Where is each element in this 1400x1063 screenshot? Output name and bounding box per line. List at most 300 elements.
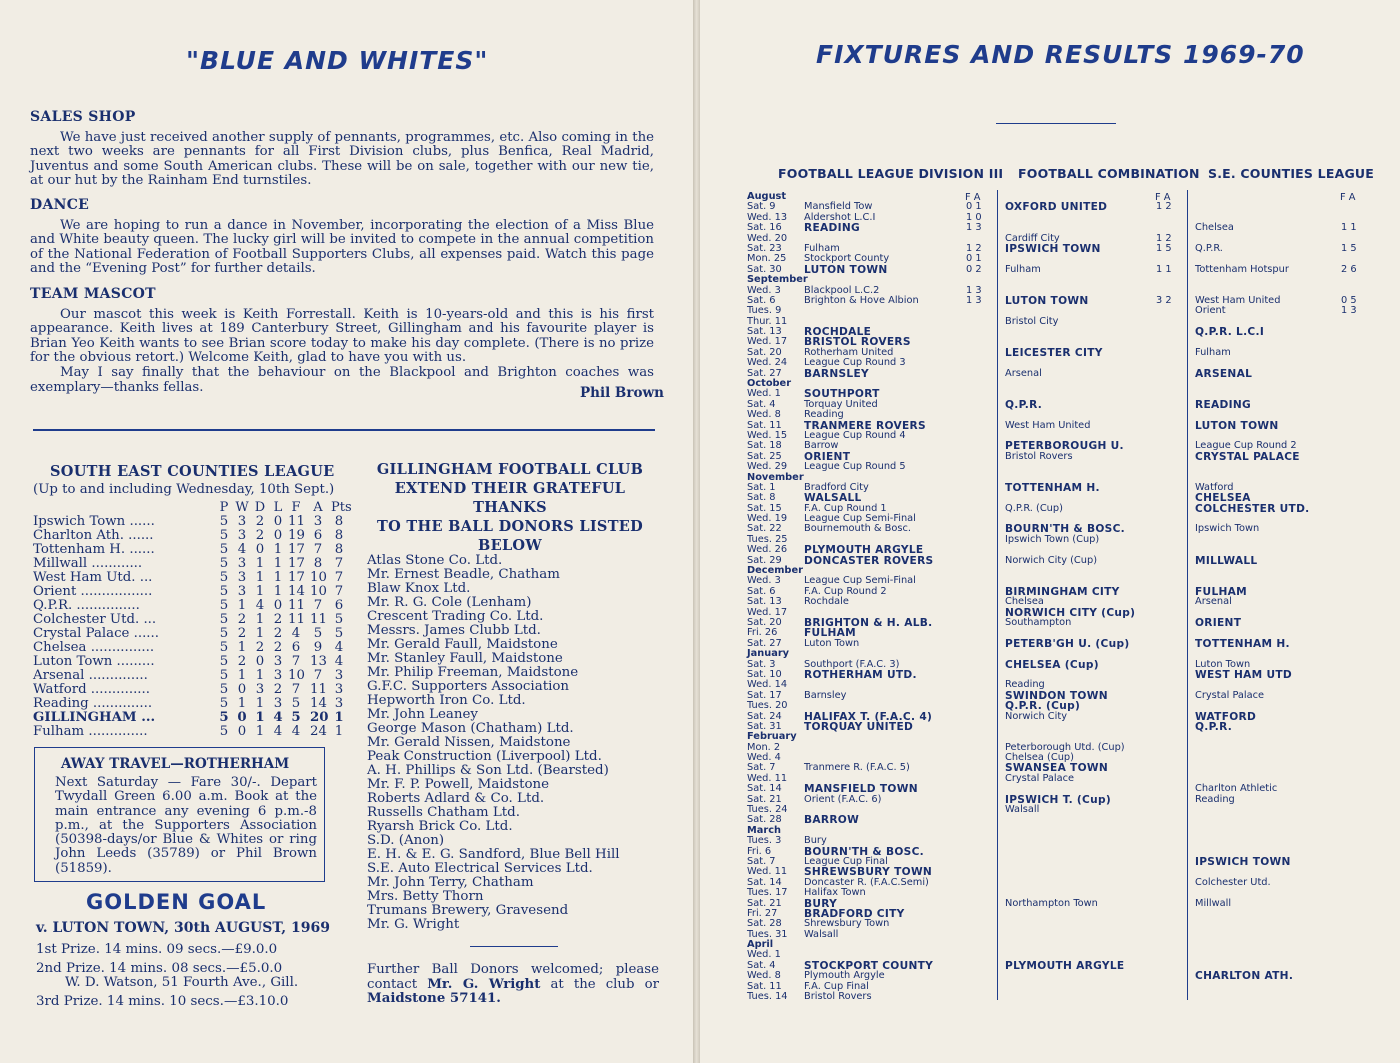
league-opponent: BARNSLEY (804, 367, 869, 380)
league-score: 1 3 (966, 284, 982, 296)
further-text: Further Ball Donors welcomed; please contact (367, 962, 659, 992)
table-cell-pts: 1 (334, 710, 344, 725)
fixture-date: Fri. 6 (747, 845, 772, 857)
donor-name: S.E. Auto Electrical Services Ltd. (367, 861, 593, 876)
league-opponent: League Cup Semi-Final (804, 513, 916, 525)
fixture-date: Sat. 14 (747, 783, 782, 795)
team-name: Luton Town ......... (33, 654, 155, 669)
fixture-date: Mon. 25 (747, 253, 787, 265)
league-opponent: WALSALL (804, 492, 862, 505)
donor-name: Russells Chatham Ltd. (367, 805, 520, 820)
se-counties-opponent: CHARLTON ATH. (1195, 970, 1294, 983)
league-score: 1 3 (966, 222, 982, 234)
table-cell-a: 7 (313, 668, 323, 683)
fixture-date: Wed. 11 (747, 866, 788, 878)
table-cell-d: 2 (255, 514, 265, 529)
league-opponent: BRADFORD CITY (804, 907, 905, 920)
table-cell-pts: 6 (334, 598, 344, 613)
table-cell-a: 10 (310, 570, 327, 585)
prize-2-winner: W. D. Watson, 51 Fourth Ave., Gill. (65, 975, 299, 990)
fixture-date: Sat. 13 (747, 326, 782, 338)
donor-name: Ryarsh Brick Co. Ltd. (367, 819, 513, 834)
left-page (0, 0, 693, 1063)
combination-opponent: PLYMOUTH ARGYLE (1005, 959, 1125, 972)
combination-opponent: TOTTENHAM H. (1005, 481, 1100, 494)
donor-name: Mr. R. G. Cole (Lenham) (367, 595, 532, 610)
column-heading-se-counties: S.E. COUNTIES LEAGUE (1208, 166, 1374, 181)
table-header: Pts (331, 500, 352, 515)
month-label: December (747, 565, 803, 577)
fixture-date: Sat. 6 (747, 294, 776, 306)
divider (996, 123, 1116, 124)
score-header: F A (1155, 192, 1171, 203)
team-name: Chelsea ............... (33, 640, 155, 655)
table-cell-l: 1 (273, 542, 283, 557)
se-counties-opponent: WEST HAM UTD (1195, 668, 1292, 681)
table-cell-f: 10 (288, 668, 305, 683)
team-name: West Ham Utd. ... (33, 570, 153, 585)
league-opponent: PLYMOUTH ARGYLE (804, 544, 924, 557)
further-donors (367, 963, 659, 1007)
se-counties-opponent: Reading (1195, 793, 1235, 805)
thanks-line: BELOW (478, 537, 542, 554)
fixture-date: Sat. 20 (747, 346, 782, 358)
fixture-date: Sat. 24 (747, 710, 782, 722)
se-counties-score: 1 3 (1341, 305, 1357, 317)
table-cell-f: 14 (288, 584, 305, 599)
prize-3: 3rd Prize. 14 mins. 10 secs.—£3.10.0 (36, 994, 289, 1009)
combination-opponent: LEICESTER CITY (1005, 346, 1103, 359)
fixture-date: Sat. 18 (747, 440, 782, 452)
league-opponent: Aldershot L.C.I (804, 211, 876, 223)
fixture-date: Tues. 25 (747, 533, 788, 545)
combination-opponent: Peterborough Utd. (Cup) (1005, 741, 1125, 753)
donor-name: Mr. Ernest Beadle, Chatham (367, 567, 560, 582)
league-opponent: Barrow (804, 440, 839, 452)
combination-opponent: Chelsea (Cup) (1005, 752, 1074, 764)
table-cell-p: 5 (219, 668, 229, 683)
league-opponent: F.A. Cup Round 1 (804, 502, 887, 514)
combination-opponent: BIRMINGHAM CITY (1005, 585, 1120, 598)
golden-goal-match: v. LUTON TOWN, 30th AUGUST, 1969 (36, 920, 330, 936)
league-opponent: Halifax Town (804, 887, 866, 899)
table-cell-a: 7 (313, 598, 323, 613)
table-cell-p: 5 (219, 640, 229, 655)
section-heading: TEAM MASCOT (30, 286, 156, 302)
fixture-date: Wed. 29 (747, 461, 788, 473)
table-cell-f: 6 (291, 640, 301, 655)
league-opponent: BRISTOL ROVERS (804, 336, 911, 349)
combination-opponent: Fulham (1005, 263, 1041, 275)
fixture-date: Tues. 20 (747, 700, 788, 712)
se-counties-opponent: Fulham (1195, 346, 1231, 358)
fixture-date: Mon. 2 (747, 741, 781, 753)
team-name: Ipswich Town ...... (33, 514, 155, 529)
league-opponent: SHREWSBURY TOWN (804, 866, 933, 879)
league-opponent: Luton Town (804, 637, 860, 649)
away-text: Next Saturday — Fare 30/-. Depart Twydall Green 6.00 a.m. Book at the main entrance any evening 6 p.m.-8 p.m., at the Supporters Association (50398-days/or Blue & Whites or ring John Leeds (35789) or Phil Brown (51859). (55, 775, 317, 876)
table-cell-p: 5 (219, 612, 229, 627)
team-name: Colchester Utd. ... (33, 612, 157, 627)
league-opponent: F.A. Cup Final (804, 980, 869, 992)
fixture-date: Sat. 11 (747, 419, 782, 431)
league-opponent: HALIFAX T. (F.A.C. 4) (804, 710, 933, 723)
table-cell-a: 7 (313, 542, 323, 557)
donor-name: Crescent Trading Co. Ltd. (367, 609, 544, 624)
table-cell-pts: 5 (334, 612, 344, 627)
league-opponent: Bury (804, 835, 827, 847)
table-cell-pts: 1 (334, 724, 344, 739)
thanks-line: EXTEND THEIR GRATEFUL THANKS (394, 480, 626, 516)
table-cell-d: 0 (255, 542, 265, 557)
fixture-date: Sat. 22 (747, 523, 782, 535)
team-name: Watford .............. (33, 682, 150, 697)
section-text: We are hoping to run a dance in November, incorporating the election of a Miss Blue and White beauty queen. The lucky girl will be invited to compete in the annual competition of the National Federation of Football Supporters Clubs, all expenses paid. Watch this page and the “Evening Post” for further details. (30, 217, 654, 277)
table-cell-d: 1 (255, 584, 265, 599)
table-cell-d: 2 (255, 528, 265, 543)
table-cell-pts: 7 (334, 584, 344, 599)
table-cell-f: 11 (288, 598, 305, 613)
table-cell-p: 5 (219, 570, 229, 585)
section-text: We have just received another supply of pennants, programmes, etc. Also coming in the next two weeks are pennants for all First Division clubs, plus Benfica, Real Madrid, Juventus and some South American clubs. These will be on sale, together with our new tie, at our hut by the Rainham End turnstiles. (30, 129, 654, 189)
column-divider (997, 190, 998, 1000)
donor-name: Roberts Adlard & Co. Ltd. (367, 791, 545, 806)
page-spine (693, 0, 700, 1063)
team-name: Millwall ............ (33, 556, 143, 571)
table-cell-f: 11 (288, 612, 305, 627)
thanks-heading (360, 460, 660, 555)
table-cell-f: 7 (291, 682, 301, 697)
donor-name: Peak Construction (Liverpool) Ltd. (367, 749, 602, 764)
table-cell-a: 24 (310, 724, 327, 739)
donor-name: A. H. Phillips & Son Ltd. (Bearsted) (367, 763, 609, 778)
combination-opponent: Bristol Rovers (1005, 450, 1073, 462)
page-title: "BLUE AND WHITES" (186, 46, 489, 75)
league-opponent: MANSFIELD TOWN (804, 783, 918, 796)
table-cell-f: 4 (291, 626, 301, 641)
fixture-date: Wed. 1 (747, 949, 781, 961)
fixture-date: Sat. 31 (747, 720, 782, 732)
fixture-date: Sat. 27 (747, 367, 782, 379)
league-opponent: Bristol Rovers (804, 991, 872, 1003)
table-cell-l: 2 (273, 682, 283, 697)
signature: Phil Brown (580, 385, 664, 401)
away-travel-box (34, 747, 325, 882)
table-cell-a: 5 (313, 626, 323, 641)
fixture-date: Sat. 1 (747, 481, 776, 493)
team-name: Fulham .............. (33, 724, 148, 739)
fixture-date: Wed. 17 (747, 336, 788, 348)
combination-opponent: SWANSEA TOWN (1005, 762, 1109, 775)
table-header: F (291, 500, 301, 515)
team-name: Arsenal .............. (33, 668, 148, 683)
table-header: W (235, 500, 249, 515)
table-cell-p: 5 (219, 724, 229, 739)
se-counties-opponent: Luton Town (1195, 658, 1251, 670)
combination-opponent: Cardiff City (1005, 232, 1060, 244)
se-counties-opponent: Millwall (1195, 897, 1232, 909)
table-cell-w: 3 (237, 556, 247, 571)
table-cell-w: 1 (237, 696, 247, 711)
table-cell-f: 17 (288, 570, 305, 585)
section-heading: DANCE (30, 197, 90, 213)
team-name: Charlton Ath. ...... (33, 528, 154, 543)
fixture-date: Wed. 3 (747, 284, 781, 296)
table-cell-a: 9 (313, 640, 323, 655)
table-cell-f: 5 (291, 696, 301, 711)
combination-opponent: OXFORD UNITED (1005, 201, 1108, 214)
league-opponent: Barnsley (804, 689, 847, 701)
table-cell-p: 5 (219, 710, 229, 725)
table-cell-d: 3 (255, 682, 265, 697)
month-label: April (747, 939, 774, 951)
league-opponent: Torquay United (804, 398, 878, 410)
se-counties-opponent: Ipswich Town (1195, 523, 1260, 535)
further-text: at the club or (550, 976, 659, 992)
fixture-date: Wed. 14 (747, 679, 788, 691)
table-header: D (254, 500, 266, 515)
table-cell-f: 17 (288, 556, 305, 571)
table-cell-a: 13 (310, 654, 327, 669)
league-opponent: Bradford City (804, 481, 869, 493)
table-cell-d: 2 (255, 640, 265, 655)
sales-shop-section (30, 110, 654, 189)
combination-opponent: IPSWICH TOWN (1005, 242, 1101, 255)
se-counties-opponent: Orient (1195, 305, 1226, 317)
fixture-date: Sat. 4 (747, 959, 776, 971)
league-opponent: TRANMERE ROVERS (804, 419, 926, 432)
table-cell-w: 0 (237, 710, 247, 725)
donor-name: Mr. Gerald Nissen, Maidstone (367, 735, 571, 750)
fixture-date: Tues. 3 (747, 835, 782, 847)
table-cell-d: 1 (255, 612, 265, 627)
league-opponent: Shrewsbury Town (804, 918, 890, 930)
league-score: 0 2 (966, 263, 982, 275)
combination-opponent: Chelsea (1005, 596, 1044, 608)
combination-opponent: Reading (1005, 679, 1045, 691)
table-cell-pts: 3 (334, 668, 344, 683)
table-cell-a: 8 (313, 556, 323, 571)
team-name: Orient ................. (33, 584, 153, 599)
league-opponent: League Cup Round 5 (804, 461, 906, 473)
score-header: F A (1340, 192, 1356, 203)
donor-name: Atlas Stone Co. Ltd. (367, 553, 503, 568)
fixture-date: Sat. 21 (747, 897, 782, 909)
table-cell-l: 2 (273, 640, 283, 655)
fixture-date: Sat. 7 (747, 762, 776, 774)
league-opponent: ORIENT (804, 450, 851, 463)
section-text: May I say finally that the behaviour on the Blackpool and Brighton coaches was exemplary—thanks fellas. (30, 364, 654, 395)
fixture-date: Sat. 3 (747, 658, 776, 670)
table-cell-f: 11 (288, 514, 305, 529)
table-cell-p: 5 (219, 696, 229, 711)
fixture-date: Wed. 11 (747, 772, 788, 784)
table-cell-d: 1 (255, 710, 265, 725)
league-opponent: SOUTHPORT (804, 388, 880, 401)
table-cell-l: 2 (273, 612, 283, 627)
combination-opponent: Arsenal (1005, 367, 1042, 379)
fixture-date: Sat. 25 (747, 450, 782, 462)
league-opponent: League Cup Round 4 (804, 429, 906, 441)
fixture-date: Wed. 17 (747, 606, 788, 618)
fixture-date: Sat. 21 (747, 793, 782, 805)
table-cell-pts: 4 (334, 654, 344, 669)
thanks-line: TO THE BALL DONORS LISTED (376, 518, 644, 535)
fixture-date: Tues. 31 (747, 928, 788, 940)
donor-name: Trumans Brewery, Gravesend (367, 903, 569, 918)
table-cell-w: 0 (237, 682, 247, 697)
fixture-date: Tues. 17 (747, 887, 788, 899)
table-header: A (313, 500, 323, 515)
table-cell-l: 0 (273, 514, 283, 529)
table-cell-pts: 3 (334, 696, 344, 711)
se-counties-opponent: MILLWALL (1195, 554, 1258, 567)
month-label: March (747, 824, 781, 836)
league-opponent: BRIGHTON & H. ALB. (804, 616, 933, 629)
table-cell-p: 5 (219, 514, 229, 529)
fixture-date: Wed. 8 (747, 409, 781, 421)
table-cell-w: 0 (237, 724, 247, 739)
combination-opponent: Southampton (1005, 616, 1072, 628)
table-cell-d: 1 (255, 724, 265, 739)
column-divider (1187, 190, 1188, 1000)
combination-score: 1 2 (1156, 201, 1172, 213)
team-name: GILLINGHAM ... (33, 710, 156, 725)
combination-score: 1 1 (1156, 263, 1172, 275)
fixture-date: Sat. 14 (747, 876, 782, 888)
table-cell-w: 1 (237, 640, 247, 655)
fixture-date: Sat. 29 (747, 554, 782, 566)
table-cell-w: 2 (237, 612, 247, 627)
table-cell-pts: 7 (334, 570, 344, 585)
fixture-date: Sat. 6 (747, 585, 776, 597)
league-opponent: BARROW (804, 814, 860, 827)
fixture-date: Wed. 8 (747, 970, 781, 982)
table-cell-l: 1 (273, 584, 283, 599)
combination-opponent: BOURN'TH & BOSC. (1005, 523, 1125, 536)
table-cell-p: 5 (219, 584, 229, 599)
league-score: 0 1 (966, 253, 982, 265)
donor-name: E. H. & E. G. Sandford, Blue Bell Hill (367, 847, 620, 862)
donor-name: George Mason (Chatham) Ltd. (367, 721, 574, 736)
donor-name: S.D. (Anon) (367, 833, 445, 848)
table-cell-pts: 4 (334, 640, 344, 655)
league-opponent: Rotherham United (804, 346, 894, 358)
donor-name: Messrs. James Clubb Ltd. (367, 623, 541, 638)
league-subtitle: (Up to and including Wednesday, 10th Sept.) (33, 482, 335, 497)
se-counties-opponent: LUTON TOWN (1195, 419, 1279, 432)
column-heading-combination: FOOTBALL COMBINATION (1018, 166, 1200, 181)
table-cell-d: 1 (255, 696, 265, 711)
table-cell-d: 1 (255, 626, 265, 641)
donor-name: Mr. F. P. Powell, Maidstone (367, 777, 550, 792)
table-cell-p: 5 (219, 626, 229, 641)
league-opponent: Mansfield Tow (804, 201, 873, 213)
fixture-date: Wed. 19 (747, 513, 788, 525)
fixture-date: Wed. 20 (747, 232, 788, 244)
section-text: Our mascot this week is Keith Forrestall. Keith is 10-years-old and this is his first appearance. Keith lives at 189 Canterbury Street, Gillingham and his favourite player is Brian Yeo Keith wants to see Brian score today to make his day complete. (There is no prize for the obvious retort.) Welcome Keith, glad to have you with us. (30, 306, 654, 366)
table-cell-a: 14 (310, 696, 327, 711)
month-label: August (747, 191, 787, 202)
team-name: Crystal Palace ...... (33, 626, 159, 641)
league-score: 0 1 (966, 201, 982, 213)
team-mascot-section (30, 287, 654, 395)
league-score: 1 0 (966, 211, 982, 223)
combination-opponent: Norwich City (1005, 710, 1067, 722)
table-cell-a: 6 (313, 528, 323, 543)
month-label: February (747, 731, 797, 743)
fixture-date: Sat. 20 (747, 616, 782, 628)
month-label: September (747, 274, 808, 286)
donor-name: Blaw Knox Ltd. (367, 581, 471, 596)
contact-phone: Maidstone 57141. (367, 991, 501, 1006)
table-cell-f: 17 (288, 542, 305, 557)
section-heading: SALES SHOP (30, 109, 136, 125)
table-cell-p: 5 (219, 528, 229, 543)
fixture-date: Sat. 4 (747, 398, 776, 410)
donor-name: Mr. John Terry, Chatham (367, 875, 534, 890)
se-counties-opponent: Chelsea (1195, 222, 1234, 234)
league-opponent: Brighton & Hove Albion (804, 294, 919, 306)
team-name: Tottenham H. ...... (33, 542, 155, 557)
combination-opponent: Ipswich Town (Cup) (1005, 533, 1100, 545)
se-counties-opponent: Tottenham Hotspur (1195, 263, 1289, 275)
league-score: 1 3 (966, 294, 982, 306)
combination-opponent: Crystal Palace (1005, 772, 1075, 784)
fixture-date: Sat. 8 (747, 492, 776, 504)
score-header: F A (965, 192, 981, 203)
table-cell-l: 3 (273, 654, 283, 669)
away-heading: AWAY TRAVEL—ROTHERHAM (61, 756, 290, 772)
table-header: P (219, 500, 229, 515)
table-cell-d: 1 (255, 556, 265, 571)
table-cell-pts: 5 (334, 626, 344, 641)
fixture-date: Wed. 24 (747, 357, 788, 369)
se-counties-opponent: ARSENAL (1195, 367, 1253, 380)
se-counties-opponent: Q.P.R. (1195, 720, 1233, 733)
league-opponent: Blackpool L.C.2 (804, 284, 880, 296)
se-counties-opponent: TOTTENHAM H. (1195, 637, 1290, 650)
combination-opponent: LUTON TOWN (1005, 294, 1089, 307)
team-name: Reading .............. (33, 696, 153, 711)
combination-opponent: Norwich City (Cup) (1005, 554, 1098, 566)
se-counties-opponent: READING (1195, 398, 1251, 411)
donor-name: Mr. Philip Freeman, Maidstone (367, 665, 579, 680)
fixture-date: Sat. 13 (747, 596, 782, 608)
league-opponent: ROCHDALE (804, 326, 872, 339)
table-cell-pts: 8 (334, 528, 344, 543)
table-cell-a: 11 (310, 612, 327, 627)
league-opponent: FULHAM (804, 627, 856, 640)
fixture-date: Sat. 28 (747, 918, 782, 930)
dance-section (30, 198, 654, 277)
donor-name: G.F.C. Supporters Association (367, 679, 570, 694)
combination-opponent: SWINDON TOWN (1005, 689, 1108, 702)
donor-name: Mrs. Betty Thorn (367, 889, 484, 904)
month-label: October (747, 378, 792, 390)
fixture-date: Wed. 1 (747, 388, 781, 400)
table-cell-f: 7 (291, 654, 301, 669)
table-cell-pts: 8 (334, 514, 344, 529)
league-opponent: League Cup Semi-Final (804, 575, 916, 587)
league-title: SOUTH EAST COUNTIES LEAGUE (50, 463, 335, 480)
prize-1: 1st Prize. 14 mins. 09 secs.—£9.0.0 (36, 942, 278, 957)
divider (470, 946, 558, 947)
table-cell-l: 1 (273, 570, 283, 585)
fixture-date: Wed. 3 (747, 575, 781, 587)
table-cell-f: 4 (291, 724, 301, 739)
league-opponent: READING (804, 222, 860, 235)
